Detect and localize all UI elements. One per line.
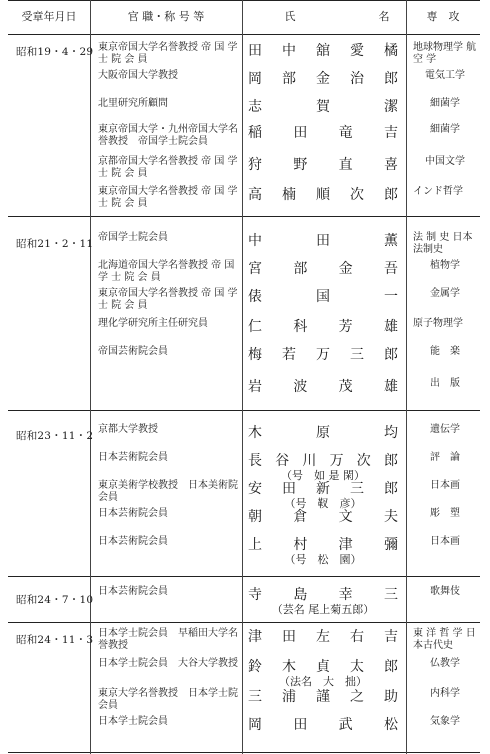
- recipient-alias: （号 靫 彦）: [284, 497, 362, 510]
- name-character: 潔: [384, 99, 398, 115]
- name-character: 田: [248, 43, 262, 59]
- recipient-office: 京都帝国大学名誉教授 帝 国 学 士 院 会 員: [98, 156, 238, 179]
- recipient-office: 東京帝国大学名誉教授 帝 国 学 士 院 会 員: [98, 42, 238, 65]
- name-character: 賀: [316, 99, 330, 115]
- name-character: 橘: [384, 43, 398, 59]
- recipient-name: [248, 316, 398, 336]
- header-office: 官 職・称 号 等: [127, 10, 205, 23]
- name-character: 上: [248, 537, 262, 553]
- recipient-name: [248, 626, 398, 646]
- name-character: 高: [248, 187, 262, 203]
- recipient-specialty: 金属学: [430, 288, 460, 299]
- recipient-office: 日本学士院会員 早稲田大学名誉教授: [98, 628, 238, 651]
- name-character: 鈴: [248, 659, 262, 675]
- name-character: 俵: [248, 289, 262, 305]
- name-character: 三: [383, 587, 398, 603]
- name-character: 科: [293, 319, 308, 335]
- name-character: 金: [338, 261, 353, 277]
- recipient-specialty: 評 論: [430, 452, 460, 463]
- recipient-office: 帝国芸術院会員: [98, 346, 168, 357]
- name-character: 梅: [248, 347, 262, 363]
- name-character: 仁: [248, 319, 262, 335]
- section-divider: [8, 622, 480, 623]
- name-character: 万: [316, 347, 330, 363]
- name-character: 順: [316, 187, 330, 203]
- name-character: 竜: [338, 125, 353, 141]
- recipient-name: [248, 286, 398, 306]
- name-character: 倉: [293, 509, 308, 525]
- recipient-office: 東京美術学校教授 日本美術院会員: [98, 480, 238, 503]
- column-rule: [242, 0, 243, 754]
- name-character: 狩: [248, 157, 262, 173]
- recipient-office: 東京大学名誉教授 日本学士院会員: [98, 688, 238, 711]
- name-character: 若: [282, 347, 296, 363]
- name-character: 津: [338, 537, 353, 553]
- name-character: 寺: [248, 587, 262, 603]
- recipient-name: [248, 96, 398, 116]
- name-character: 喜: [383, 157, 398, 173]
- name-character: 次: [356, 453, 371, 469]
- name-character: 朝: [248, 509, 262, 525]
- recipient-office: 東京帝国大学名誉教授 帝 国 学 士 院 会 員: [98, 186, 238, 209]
- name-character: 治: [350, 71, 364, 87]
- recipient-name: [248, 506, 398, 526]
- name-character: 岡: [248, 71, 262, 87]
- name-character: 津: [248, 629, 262, 645]
- recipient-office: 日本学士院会員: [98, 716, 168, 727]
- name-character: 助: [384, 689, 398, 705]
- section-divider: [8, 576, 480, 577]
- name-character: 吉: [383, 125, 398, 141]
- recipient-specialty: 東 洋 哲 学 日本古代史: [413, 628, 476, 651]
- recipient-specialty: 細菌学: [430, 124, 460, 135]
- name-character: 夫: [383, 509, 398, 525]
- recipient-specialty: 電気工学: [425, 70, 465, 81]
- recipient-office: 日本芸術院会員: [98, 452, 168, 463]
- name-character: 三: [350, 481, 364, 497]
- name-character: 村: [293, 537, 308, 553]
- name-character: 舘: [316, 43, 330, 59]
- award-date: 昭和23・11・2: [16, 430, 94, 442]
- name-character: 雄: [383, 379, 398, 395]
- recipient-name: [248, 230, 398, 250]
- recipient-office: 日本芸術院会員: [98, 508, 168, 519]
- recipient-alias: （芸名 尾上菊五郎）: [271, 603, 375, 616]
- recipient-specialty: 日本画: [430, 536, 460, 547]
- name-character: 原: [316, 425, 330, 441]
- section-divider: [8, 216, 480, 217]
- name-character: 岩: [248, 379, 262, 395]
- header-name-left: 氏: [284, 10, 296, 23]
- recipient-specialty: 日本画: [430, 480, 460, 491]
- recipient-name: [248, 258, 398, 278]
- recipient-specialty: 法 制 史 日本法制史: [413, 232, 473, 255]
- recipient-name: [248, 422, 398, 442]
- award-date: 昭和24・7・10: [16, 594, 94, 606]
- name-character: 志: [248, 99, 262, 115]
- name-character: 楠: [282, 187, 296, 203]
- name-character: 郎: [384, 187, 398, 203]
- column-rule: [406, 0, 407, 754]
- name-character: 之: [350, 689, 364, 705]
- name-character: 松: [383, 717, 398, 733]
- name-character: 木: [282, 659, 296, 675]
- recipient-alias: （号 松 園）: [284, 553, 362, 566]
- recipient-specialty: 能 楽: [430, 346, 460, 357]
- name-character: 太: [350, 659, 364, 675]
- name-character: 幸: [338, 587, 353, 603]
- name-character: 田: [282, 481, 296, 497]
- award-date: 昭和19・4・29: [16, 46, 94, 58]
- name-character: 彌: [383, 537, 398, 553]
- header-field: 専 攻: [426, 10, 460, 23]
- name-character: 木: [248, 425, 262, 441]
- name-character: 部: [282, 71, 296, 87]
- recipient-office: 北海道帝国大学名誉教授 帝 国 学 士 院 会 員: [98, 260, 235, 283]
- recipient-specialty: 地球物理学 航 空 学: [413, 42, 477, 65]
- name-character: 国: [316, 289, 330, 305]
- recipient-specialty: 出 版: [430, 378, 460, 389]
- name-character: 郎: [384, 481, 398, 497]
- header-date: 受章年月日: [21, 10, 77, 23]
- award-table: [8, 0, 480, 754]
- name-character: 田: [293, 717, 308, 733]
- recipient-specialty: インド哲学: [413, 186, 463, 197]
- name-character: 宮: [248, 261, 262, 277]
- recipient-specialty: 内科学: [430, 688, 460, 699]
- name-character: 谷: [275, 453, 290, 469]
- recipient-office: 東京帝国大学・九州帝国大学名誉教授 帝国学士院会員: [98, 124, 238, 147]
- name-character: 雄: [383, 319, 398, 335]
- name-character: 田: [282, 629, 296, 645]
- name-character: 部: [293, 261, 308, 277]
- name-character: 次: [350, 187, 364, 203]
- name-character: 万: [329, 453, 344, 469]
- name-character: 田: [316, 233, 330, 249]
- recipient-name: [248, 344, 398, 364]
- recipient-name: [248, 122, 398, 142]
- name-character: 左: [316, 629, 330, 645]
- table-header: [8, 0, 480, 34]
- recipient-specialty: 歌舞伎: [430, 586, 460, 597]
- award-date: 昭和24・11・3: [16, 634, 94, 646]
- recipient-office: 東京帝国大学名誉教授 帝 国 学 士 院 会 員: [98, 288, 238, 311]
- recipient-specialty: 原子物理学: [413, 318, 463, 329]
- name-character: 波: [293, 379, 308, 395]
- name-character: 貞: [316, 659, 330, 675]
- name-character: 中: [248, 233, 262, 249]
- recipient-name: [248, 184, 398, 204]
- recipient-name: [248, 376, 398, 396]
- recipient-name: [248, 714, 398, 734]
- recipient-specialty: 植物学: [430, 260, 460, 271]
- name-character: 薫: [384, 233, 398, 249]
- top-rule: [8, 0, 480, 1]
- name-character: 愛: [350, 43, 364, 59]
- name-character: 島: [293, 587, 308, 603]
- name-character: 田: [293, 125, 308, 141]
- recipient-alias: （法名 大 拙）: [279, 675, 367, 688]
- name-character: 新: [316, 481, 330, 497]
- name-character: 三: [248, 689, 262, 705]
- name-character: 文: [338, 509, 353, 525]
- recipient-name: [248, 154, 398, 174]
- recipient-name: [248, 68, 398, 88]
- name-character: 稲: [248, 125, 262, 141]
- name-character: 吉: [384, 629, 398, 645]
- recipient-specialty: 彫 塑: [430, 508, 460, 519]
- name-character: 均: [384, 425, 398, 441]
- name-character: 芳: [338, 319, 353, 335]
- name-character: 武: [338, 717, 353, 733]
- recipient-office: 大阪帝国大学教授: [98, 70, 178, 81]
- header-name-right: 名: [378, 10, 390, 23]
- name-character: 川: [302, 453, 317, 469]
- recipient-office: 帝国学士院会員: [98, 232, 168, 243]
- recipient-specialty: 遺伝学: [430, 424, 460, 435]
- recipient-office: 京都大学教授: [98, 424, 158, 435]
- name-character: 郎: [383, 453, 398, 469]
- name-character: 安: [248, 481, 262, 497]
- name-character: 謹: [316, 689, 330, 705]
- header-rule: [8, 34, 480, 35]
- name-character: 浦: [282, 689, 296, 705]
- recipient-name: [248, 40, 398, 60]
- name-character: 三: [350, 347, 364, 363]
- recipient-specialty: 気象学: [430, 716, 460, 727]
- name-character: 右: [350, 629, 364, 645]
- name-character: 岡: [248, 717, 262, 733]
- name-character: 金: [316, 71, 330, 87]
- name-character: 吾: [383, 261, 398, 277]
- recipient-office: 日本学士院会員 大谷大学教授: [98, 658, 238, 669]
- section-divider: [8, 410, 480, 411]
- name-character: 郎: [384, 347, 398, 363]
- name-character: 野: [293, 157, 308, 173]
- award-date: 昭和21・2・11: [16, 238, 94, 250]
- name-character: 長: [248, 453, 262, 469]
- recipient-office: 理化学研究所主任研究員: [98, 318, 208, 329]
- recipient-office: 日本芸術院会員: [98, 586, 168, 597]
- recipient-specialty: 中国文学: [425, 156, 465, 167]
- name-character: 郎: [384, 659, 398, 675]
- recipient-name: [248, 686, 398, 706]
- recipient-specialty: 細菌学: [430, 98, 460, 109]
- name-character: 茂: [338, 379, 353, 395]
- recipient-specialty: 仏教学: [430, 658, 460, 669]
- name-character: 中: [282, 43, 296, 59]
- bottom-rule: [8, 752, 480, 753]
- recipient-alias: （号 如 是 閑）: [281, 469, 365, 482]
- name-character: 直: [338, 157, 353, 173]
- name-character: 一: [384, 289, 398, 305]
- recipient-office: 日本芸術院会員: [98, 536, 168, 547]
- name-character: 郎: [384, 71, 398, 87]
- recipient-office: 北里研究所顧問: [98, 98, 168, 109]
